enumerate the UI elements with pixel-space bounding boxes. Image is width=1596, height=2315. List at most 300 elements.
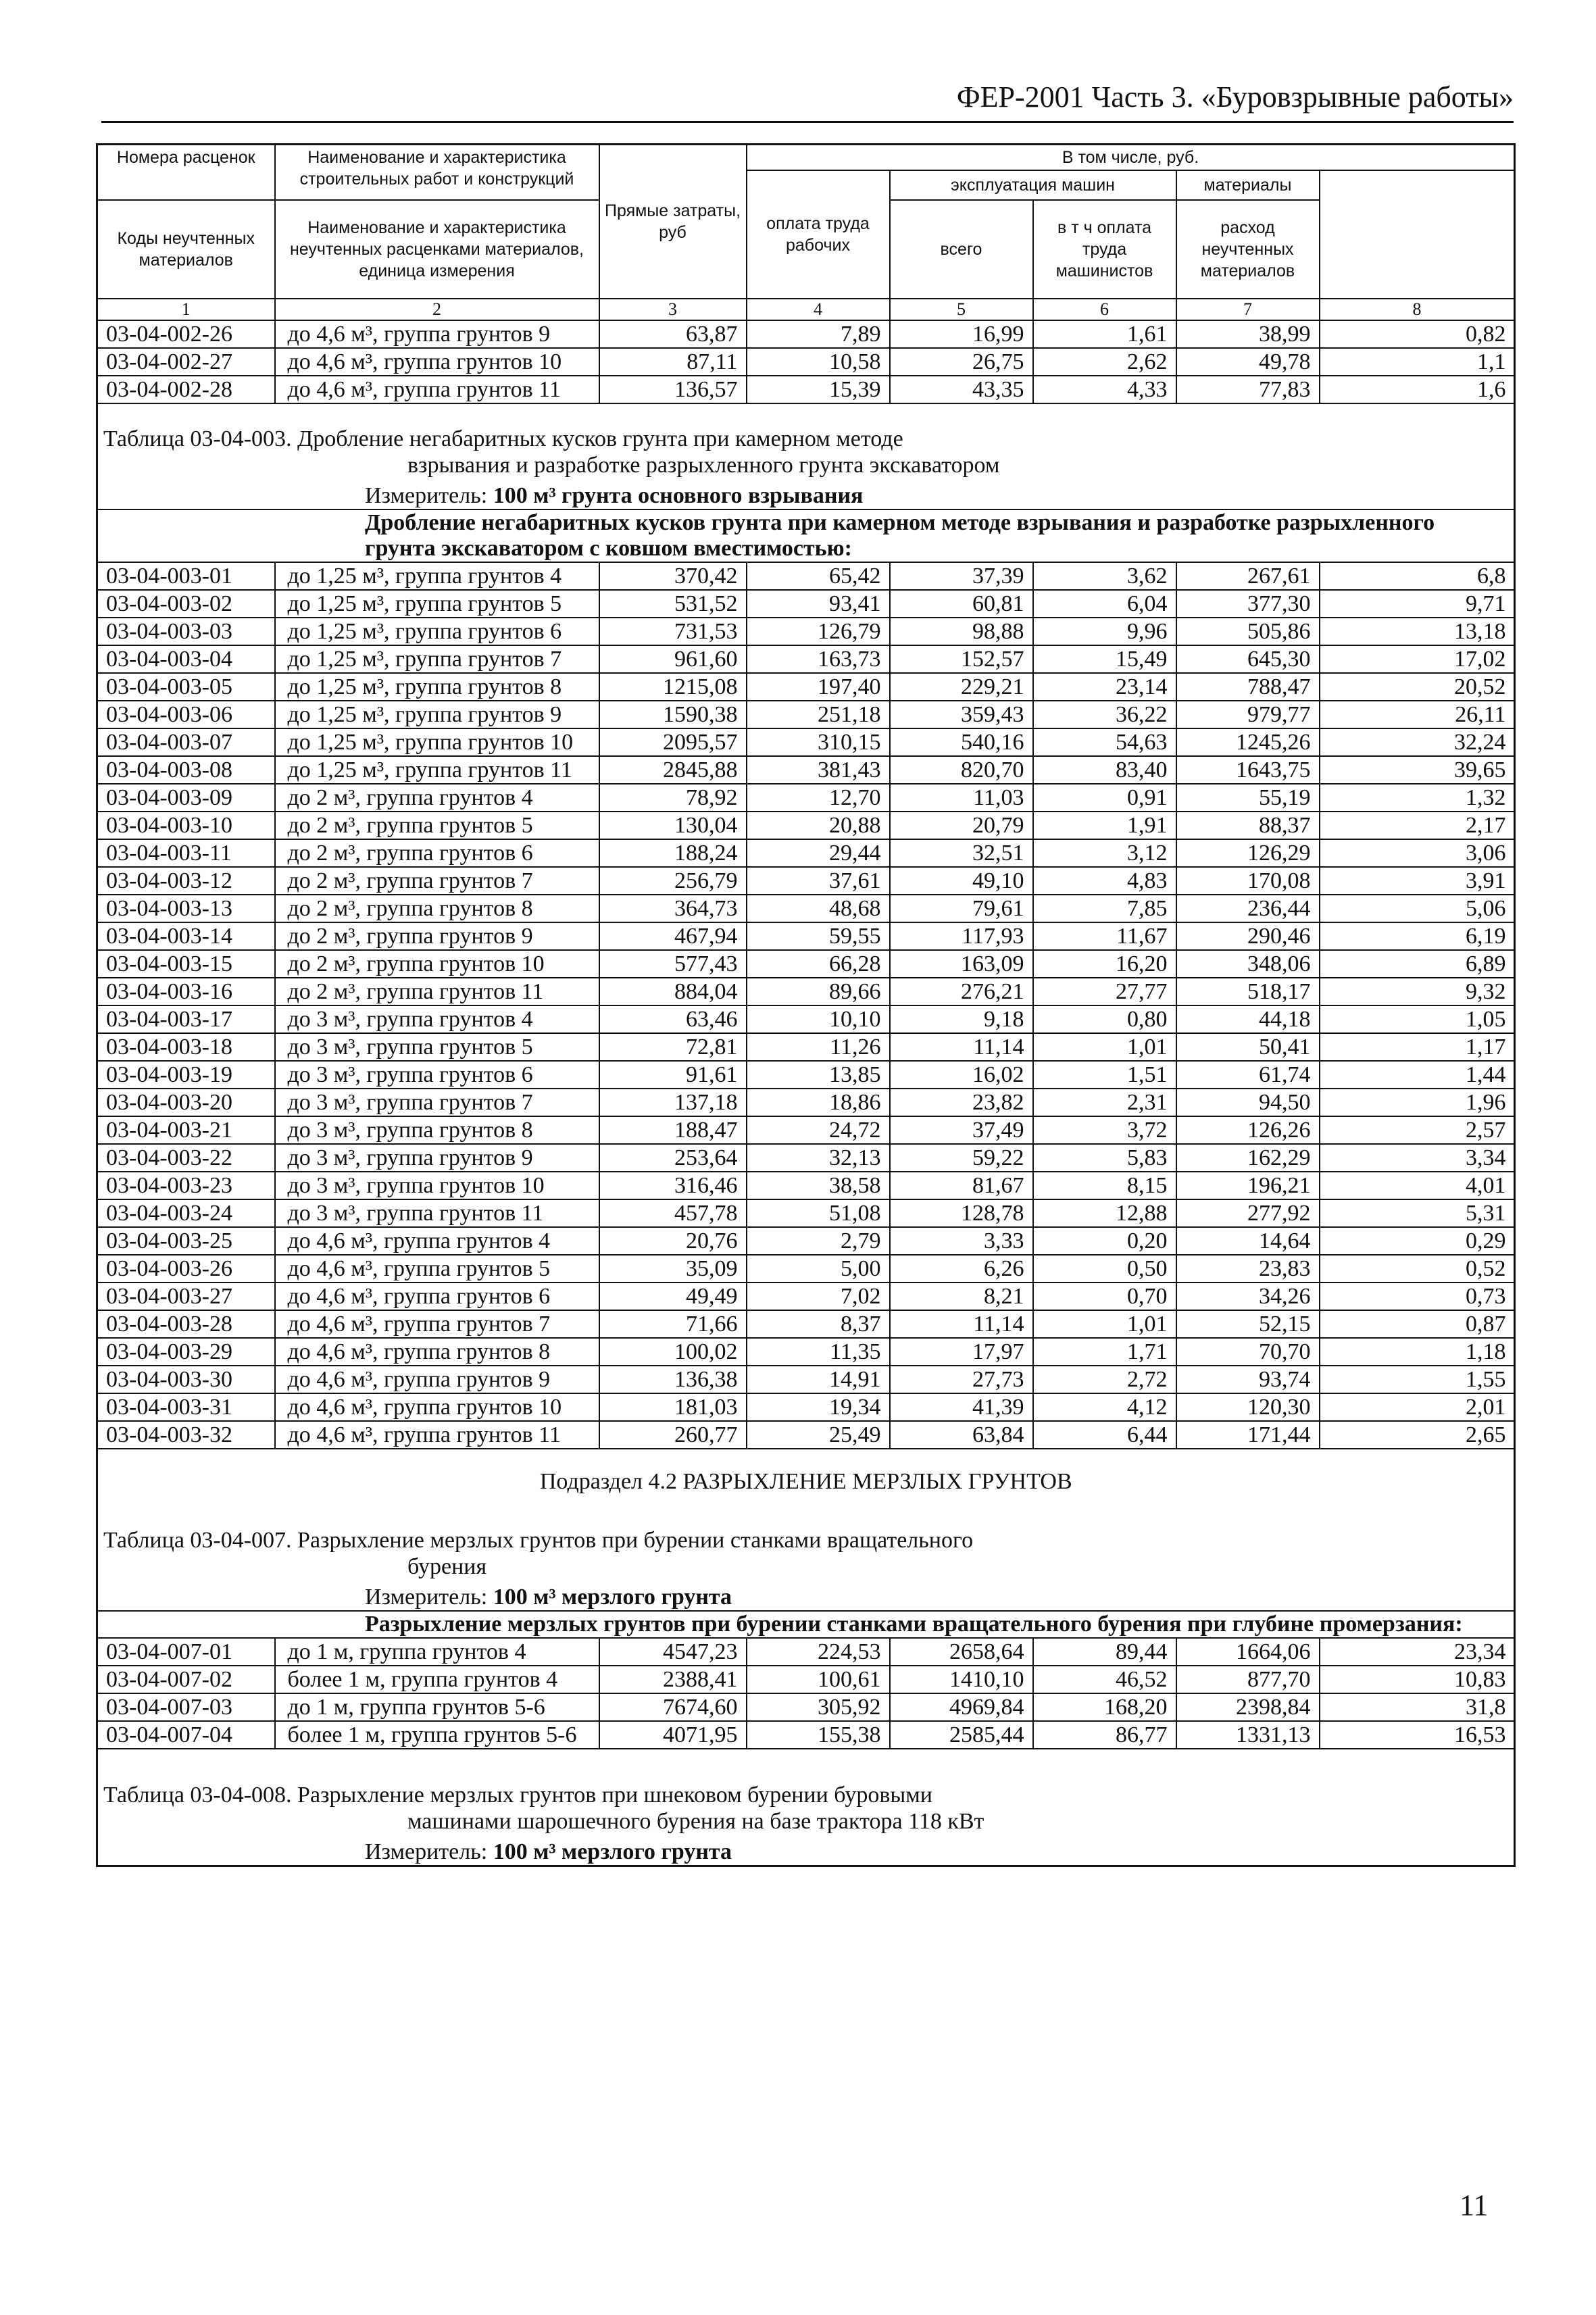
table-cell: 03-04-003-28 (97, 1310, 275, 1338)
table-cell: 256,79 (599, 867, 747, 895)
table-cell: 03-04-003-29 (97, 1338, 275, 1366)
table-cell: 03-04-003-01 (97, 562, 275, 590)
table-row (97, 1283, 1515, 1310)
table-cell: до 1,25 м³, группа грунтов 6 (275, 618, 599, 645)
table-cell: 46,52 (1033, 1666, 1176, 1693)
table-cell: 03-04-007-01 (97, 1638, 275, 1666)
table-cell: 224,53 (747, 1638, 890, 1666)
table-cell: 11,03 (890, 784, 1033, 812)
table-cell: 03-04-003-27 (97, 1283, 275, 1310)
measure-row (97, 1839, 1515, 1866)
table-cell: 7,85 (1033, 895, 1176, 922)
table-cell: 39,65 (1320, 756, 1515, 784)
table-cell: 86,77 (1033, 1721, 1176, 1749)
table-cell: 1245,26 (1176, 728, 1320, 756)
col-number: 5 (890, 299, 1033, 320)
table-row (97, 701, 1515, 728)
table-cell: 316,46 (599, 1172, 747, 1199)
spacer (97, 403, 1515, 418)
col-number: 6 (1033, 299, 1176, 320)
table-cell: 41,39 (890, 1393, 1033, 1421)
table-cell: 1,01 (1033, 1033, 1176, 1061)
table-cell: 1,51 (1033, 1061, 1176, 1089)
table-cell: 577,43 (599, 950, 747, 978)
table-cell: 12,88 (1033, 1199, 1176, 1227)
table-cell: 7,89 (747, 320, 890, 348)
table-title (97, 1519, 1515, 1584)
table-cell: до 4,6 м³, группа грунтов 7 (275, 1310, 599, 1338)
table-row (97, 784, 1515, 812)
table-cell: 152,57 (890, 645, 1033, 673)
table-cell: 20,76 (599, 1227, 747, 1255)
table-cell: 03-04-003-31 (97, 1393, 275, 1421)
table-cell: до 4,6 м³, группа грунтов 10 (275, 348, 599, 376)
subtitle: Дробление негабаритных кусков грунта при камерном методе взрывания и разработке разрыхленного грунта экскаватором с ковшом вместимостью: (97, 509, 1515, 562)
table-cell: 2,79 (747, 1227, 890, 1255)
table-cell: 87,11 (599, 348, 747, 376)
table-cell: 03-04-003-09 (97, 784, 275, 812)
table-cell: 377,30 (1176, 590, 1320, 618)
table-row (97, 1005, 1515, 1033)
table-cell: 518,17 (1176, 978, 1320, 1005)
table-cell: 370,42 (599, 562, 747, 590)
table-cell: 6,8 (1320, 562, 1515, 590)
table-row (97, 1227, 1515, 1255)
table-cell: 03-04-007-02 (97, 1666, 275, 1693)
table-cell: 2658,64 (890, 1638, 1033, 1666)
table-cell: 14,91 (747, 1366, 890, 1393)
table-cell: 03-04-003-19 (97, 1061, 275, 1089)
table-row (97, 867, 1515, 895)
table-row (97, 673, 1515, 701)
measure (97, 1584, 1515, 1611)
table-cell: до 1,25 м³, группа грунтов 4 (275, 562, 599, 590)
table-cell: 2095,57 (599, 728, 747, 756)
table-cell: 5,06 (1320, 895, 1515, 922)
table-cell: 03-04-003-30 (97, 1366, 275, 1393)
table-cell: 52,15 (1176, 1310, 1320, 1338)
table-cell: до 4,6 м³, группа грунтов 4 (275, 1227, 599, 1255)
title-line: Таблица 03-04-003. Дробление негабаритных кусков грунта при камерном методе (103, 426, 903, 451)
table-cell: 03-04-003-12 (97, 867, 275, 895)
table-cell: 70,70 (1176, 1338, 1320, 1366)
table-cell: 03-04-003-20 (97, 1089, 275, 1116)
table-cell: 54,63 (1033, 728, 1176, 756)
table-cell: до 1,25 м³, группа грунтов 11 (275, 756, 599, 784)
table-cell: 3,62 (1033, 562, 1176, 590)
table-cell: 66,28 (747, 950, 890, 978)
table-cell: до 1,25 м³, группа грунтов 10 (275, 728, 599, 756)
table-cell: 20,52 (1320, 673, 1515, 701)
table-cell: до 3 м³, группа грунтов 7 (275, 1089, 599, 1116)
table-row (97, 1199, 1515, 1227)
table-cell: 128,78 (890, 1199, 1033, 1227)
table-row (97, 812, 1515, 839)
table-cell: 11,35 (747, 1338, 890, 1366)
table-cell: до 1,25 м³, группа грунтов 5 (275, 590, 599, 618)
table-cell: 32,24 (1320, 728, 1515, 756)
measure-value: 100 м³ мерзлого грунта (493, 1585, 732, 1610)
title-line: машинами шарошечного бурения на базе трактора 118 кВт (407, 1809, 984, 1834)
col-code-top: Номера расценок (97, 145, 275, 201)
table-cell: 32,51 (890, 839, 1033, 867)
table-cell: 1,05 (1320, 1005, 1515, 1033)
table-row (97, 756, 1515, 784)
table-cell: 359,43 (890, 701, 1033, 728)
table-cell: 03-04-003-14 (97, 922, 275, 950)
table-cell: до 1,25 м³, группа грунтов 7 (275, 645, 599, 673)
table-cell: до 4,6 м³, группа грунтов 5 (275, 1255, 599, 1283)
table-cell: 15,49 (1033, 645, 1176, 673)
table-cell: 4,83 (1033, 867, 1176, 895)
table-cell: 277,92 (1176, 1199, 1320, 1227)
table-cell: 7674,60 (599, 1693, 747, 1721)
subtitle: Разрыхление мерзлых грунтов при бурении станками вращательного бурения при глубине промерзания: (97, 1611, 1515, 1638)
table-cell: 100,02 (599, 1338, 747, 1366)
table-cell: 467,94 (599, 922, 747, 950)
table-row (97, 895, 1515, 922)
table-cell: 03-04-003-22 (97, 1144, 275, 1172)
table-cell: до 3 м³, группа грунтов 6 (275, 1061, 599, 1089)
table-row (97, 1061, 1515, 1089)
table-cell: 5,00 (747, 1255, 890, 1283)
spacer-row (97, 1749, 1515, 1774)
table-cell: 2845,88 (599, 756, 747, 784)
spacer-row (97, 403, 1515, 418)
table-cell: до 4,6 м³, группа грунтов 11 (275, 1421, 599, 1449)
table-cell: 117,93 (890, 922, 1033, 950)
table-cell: 3,33 (890, 1227, 1033, 1255)
table-008-title (97, 1774, 1515, 1839)
measure-value: 100 м³ грунта основного взрывания (493, 483, 864, 508)
measure-value: 100 м³ мерзлого грунта (493, 1839, 732, 1864)
table-cell: 26,11 (1320, 701, 1515, 728)
table-cell: 93,41 (747, 590, 890, 618)
title-line: Таблица 03-04-008. Разрыхление мерзлых грунтов при шнековом бурении буровыми (103, 1783, 932, 1808)
table-cell: 03-04-003-10 (97, 812, 275, 839)
table-cell: 27,73 (890, 1366, 1033, 1393)
table-cell: до 1 м, группа грунтов 4 (275, 1638, 599, 1666)
table-cell: 645,30 (1176, 645, 1320, 673)
table-cell: 2585,44 (890, 1721, 1033, 1749)
col-number: 8 (1320, 299, 1515, 320)
table-cell: 155,38 (747, 1721, 890, 1749)
table-cell: 03-04-003-18 (97, 1033, 275, 1061)
table-cell: 100,61 (747, 1666, 890, 1693)
table-cell: 11,14 (890, 1310, 1033, 1338)
table-cell: 23,82 (890, 1089, 1033, 1116)
table-cell: 1,55 (1320, 1366, 1515, 1393)
table-cell: 2,01 (1320, 1393, 1515, 1421)
table-cell: 38,58 (747, 1172, 890, 1199)
table-cell: 251,18 (747, 701, 890, 728)
col-number: 7 (1176, 299, 1320, 320)
table-row (97, 1172, 1515, 1199)
table-cell: 253,64 (599, 1144, 747, 1172)
table-cell: 93,74 (1176, 1366, 1320, 1393)
table-cell: 51,08 (747, 1199, 890, 1227)
table-cell: до 2 м³, группа грунтов 11 (275, 978, 599, 1005)
col-number: 4 (747, 299, 890, 320)
table-cell: 11,26 (747, 1033, 890, 1061)
table-cell: 63,87 (599, 320, 747, 348)
table-cell: 884,04 (599, 978, 747, 1005)
table-cell: 364,73 (599, 895, 747, 922)
measure (97, 482, 1515, 509)
table-cell: 188,24 (599, 839, 747, 867)
table-row (97, 562, 1515, 590)
table-cell: 181,03 (599, 1393, 747, 1421)
measure-label: Измеритель: (365, 483, 488, 508)
col-machines: эксплуатация машин (890, 170, 1176, 200)
table-cell: 1,44 (1320, 1061, 1515, 1089)
table-cell: 0,29 (1320, 1227, 1515, 1255)
table-cell: 89,66 (747, 978, 890, 1005)
table-row (97, 728, 1515, 756)
table-cell: 0,52 (1320, 1255, 1515, 1283)
table-cell: 72,81 (599, 1033, 747, 1061)
table-cell: 3,06 (1320, 839, 1515, 867)
table-cell: 6,04 (1033, 590, 1176, 618)
table-cell: 305,92 (747, 1693, 890, 1721)
table-cell: 50,41 (1176, 1033, 1320, 1061)
table-cell: 276,21 (890, 978, 1033, 1005)
col-name-top: Наименование и характеристика строительных работ и конструкций (275, 145, 599, 201)
table-cell: 03-04-002-26 (97, 320, 275, 348)
table-cell: 1,32 (1320, 784, 1515, 812)
table-row (97, 1310, 1515, 1338)
table-cell: 8,21 (890, 1283, 1033, 1310)
table-cell: 31,8 (1320, 1693, 1515, 1721)
table-cell: 03-04-003-05 (97, 673, 275, 701)
col-mat-usage: расход неучтенных материалов (1176, 200, 1320, 299)
table-cell: 71,66 (599, 1310, 747, 1338)
table-cell: 94,50 (1176, 1089, 1320, 1116)
table-cell: 10,83 (1320, 1666, 1515, 1693)
table-cell: до 4,6 м³, группа грунтов 8 (275, 1338, 599, 1366)
table-cell: до 2 м³, группа грунтов 7 (275, 867, 599, 895)
table-cell: 1643,75 (1176, 756, 1320, 784)
table-cell: 505,86 (1176, 618, 1320, 645)
table-row (97, 1116, 1515, 1144)
table-cell: 81,67 (890, 1172, 1033, 1199)
table-cell: 03-04-003-04 (97, 645, 275, 673)
table-cell: 196,21 (1176, 1172, 1320, 1199)
table-row (97, 922, 1515, 950)
table-cell: до 2 м³, группа грунтов 10 (275, 950, 599, 978)
table-cell: до 4,6 м³, группа грунтов 11 (275, 376, 599, 403)
table-cell: 03-04-007-04 (97, 1721, 275, 1749)
table-cell: 03-04-003-24 (97, 1199, 275, 1227)
table-cell: до 2 м³, группа грунтов 6 (275, 839, 599, 867)
table-cell: 229,21 (890, 673, 1033, 701)
table-cell: 27,77 (1033, 978, 1176, 1005)
table-cell: 26,75 (890, 348, 1033, 376)
table-cell: 2,62 (1033, 348, 1176, 376)
table-cell: 3,72 (1033, 1116, 1176, 1144)
col-number: 2 (275, 299, 599, 320)
table-cell: 1,01 (1033, 1310, 1176, 1338)
spacer (97, 1749, 1515, 1774)
table-cell: 163,09 (890, 950, 1033, 978)
table-cell: 59,22 (890, 1144, 1033, 1172)
table-cell: 126,29 (1176, 839, 1320, 867)
table-cell: 03-04-003-25 (97, 1227, 275, 1255)
table-cell: 162,29 (1176, 1144, 1320, 1172)
table-cell: 38,99 (1176, 320, 1320, 348)
table-cell: 7,02 (747, 1283, 890, 1310)
subtitle-row (97, 509, 1515, 562)
table-cell: 16,99 (890, 320, 1033, 348)
section-row (97, 1449, 1515, 1519)
table-cell: до 2 м³, группа грунтов 9 (275, 922, 599, 950)
table-cell: до 1,25 м³, группа грунтов 8 (275, 673, 599, 701)
table-cell: 197,40 (747, 673, 890, 701)
table-row (97, 320, 1515, 348)
table-cell: 61,74 (1176, 1061, 1320, 1089)
table-cell: 1664,06 (1176, 1638, 1320, 1666)
table-cell: 1,17 (1320, 1033, 1515, 1061)
table-cell: 531,52 (599, 590, 747, 618)
table-cell: 877,70 (1176, 1666, 1320, 1693)
table-cell: до 2 м³, группа грунтов 8 (275, 895, 599, 922)
table-cell: 4,33 (1033, 376, 1176, 403)
col-incl-wage: в т ч оплата труда машинистов (1033, 200, 1176, 299)
table-cell: 89,44 (1033, 1638, 1176, 1666)
table-cell: 77,83 (1176, 376, 1320, 403)
table-cell: 1215,08 (599, 673, 747, 701)
table-cell: 0,82 (1320, 320, 1515, 348)
table-cell: 6,19 (1320, 922, 1515, 950)
table-cell: 136,57 (599, 376, 747, 403)
table-cell: 11,67 (1033, 922, 1176, 950)
table-title (97, 1774, 1515, 1839)
table-cell: до 4,6 м³, группа грунтов 9 (275, 320, 599, 348)
header-row-1 (97, 145, 1515, 171)
col-materials: материалы (1176, 170, 1320, 200)
table-cell: 29,44 (747, 839, 890, 867)
table-cell: 03-04-003-17 (97, 1005, 275, 1033)
table-cell: 267,61 (1176, 562, 1320, 590)
col-incl: В том числе, руб. (747, 145, 1515, 171)
table-cell: 0,87 (1320, 1310, 1515, 1338)
table-cell: 03-04-003-16 (97, 978, 275, 1005)
table-cell: 17,97 (890, 1338, 1033, 1366)
col-direct: Прямые затраты, руб (599, 145, 747, 299)
table-cell: более 1 м, группа грунтов 5-6 (275, 1721, 599, 1749)
table-cell: 03-04-003-23 (97, 1172, 275, 1199)
table-cell: 59,55 (747, 922, 890, 950)
table-cell: 236,44 (1176, 895, 1320, 922)
table-cell: 03-04-003-06 (97, 701, 275, 728)
table-cell: 120,30 (1176, 1393, 1320, 1421)
table-cell: 1,1 (1320, 348, 1515, 376)
table-cell: 2,17 (1320, 812, 1515, 839)
page-header: ФЕР-2001 Часть 3. «Буровзрывные работы» (101, 80, 1514, 123)
table-cell: 979,77 (1176, 701, 1320, 728)
table-row (97, 1089, 1515, 1116)
table-cell: 820,70 (890, 756, 1033, 784)
table-cell: 188,47 (599, 1116, 747, 1144)
table-cell: до 3 м³, группа грунтов 11 (275, 1199, 599, 1227)
col-total: всего (890, 200, 1033, 299)
title-line: взрывания и разработке разрыхленного грунта экскаватором (407, 453, 1000, 478)
table-cell: до 3 м³, группа грунтов 4 (275, 1005, 599, 1033)
table-cell: 961,60 (599, 645, 747, 673)
table-cell: 37,61 (747, 867, 890, 895)
table-cell: 10,58 (747, 348, 890, 376)
table-cell: 4071,95 (599, 1721, 747, 1749)
table-cell: 23,83 (1176, 1255, 1320, 1283)
table-cell: 170,08 (1176, 867, 1320, 895)
table-cell: до 1 м, группа грунтов 5-6 (275, 1693, 599, 1721)
table-cell: до 4,6 м³, группа грунтов 6 (275, 1283, 599, 1310)
table-cell: 2,31 (1033, 1089, 1176, 1116)
table-cell: 126,79 (747, 618, 890, 645)
table-cell: 44,18 (1176, 1005, 1320, 1033)
measure-row (97, 482, 1515, 509)
table-cell: 9,96 (1033, 618, 1176, 645)
table-cell: 457,78 (599, 1199, 747, 1227)
page-number: 11 (1460, 2189, 1489, 2222)
table-cell: 03-04-003-08 (97, 756, 275, 784)
table-cell: 78,92 (599, 784, 747, 812)
table-cell: 13,18 (1320, 618, 1515, 645)
measure-label: Измеритель: (365, 1839, 488, 1864)
table-cell: 260,77 (599, 1421, 747, 1449)
table-cell: 10,10 (747, 1005, 890, 1033)
table-cell: 6,44 (1033, 1421, 1176, 1449)
table-cell: до 3 м³, группа грунтов 5 (275, 1033, 599, 1061)
table-cell: 9,32 (1320, 978, 1515, 1005)
table-cell: 4,12 (1033, 1393, 1176, 1421)
measure-row (97, 1584, 1515, 1611)
table-cell: 20,79 (890, 812, 1033, 839)
table-cell: 3,12 (1033, 839, 1176, 867)
table-row (97, 1638, 1515, 1666)
table-cell: 20,88 (747, 812, 890, 839)
table-007-title (97, 1519, 1515, 1584)
table-cell: до 3 м³, группа грунтов 9 (275, 1144, 599, 1172)
table-row (97, 1393, 1515, 1421)
col-wage: оплата труда рабочих (747, 170, 890, 299)
table-cell: 49,78 (1176, 348, 1320, 376)
table-row (97, 1666, 1515, 1693)
table-cell: 1,91 (1033, 812, 1176, 839)
table-cell: 168,20 (1033, 1693, 1176, 1721)
table-cell: 65,42 (747, 562, 890, 590)
table-cell: 63,46 (599, 1005, 747, 1033)
col-number: 1 (97, 299, 275, 320)
table-cell: 13,85 (747, 1061, 890, 1089)
table-cell: 79,61 (890, 895, 1033, 922)
table-row (97, 1255, 1515, 1283)
table-row (97, 1144, 1515, 1172)
table-cell: 48,68 (747, 895, 890, 922)
table-cell: 37,39 (890, 562, 1033, 590)
table-cell: 3,34 (1320, 1144, 1515, 1172)
table-cell: 03-04-003-32 (97, 1421, 275, 1449)
table-cell: 60,81 (890, 590, 1033, 618)
table-cell: до 3 м³, группа грунтов 10 (275, 1172, 599, 1199)
table-cell: 18,86 (747, 1089, 890, 1116)
rates-table (96, 143, 1516, 1867)
table-cell: 9,18 (890, 1005, 1033, 1033)
table-cell: 2,65 (1320, 1421, 1515, 1449)
table-cell: 03-04-003-26 (97, 1255, 275, 1283)
table-cell: 2,57 (1320, 1116, 1515, 1144)
table-cell: 03-04-002-28 (97, 376, 275, 403)
